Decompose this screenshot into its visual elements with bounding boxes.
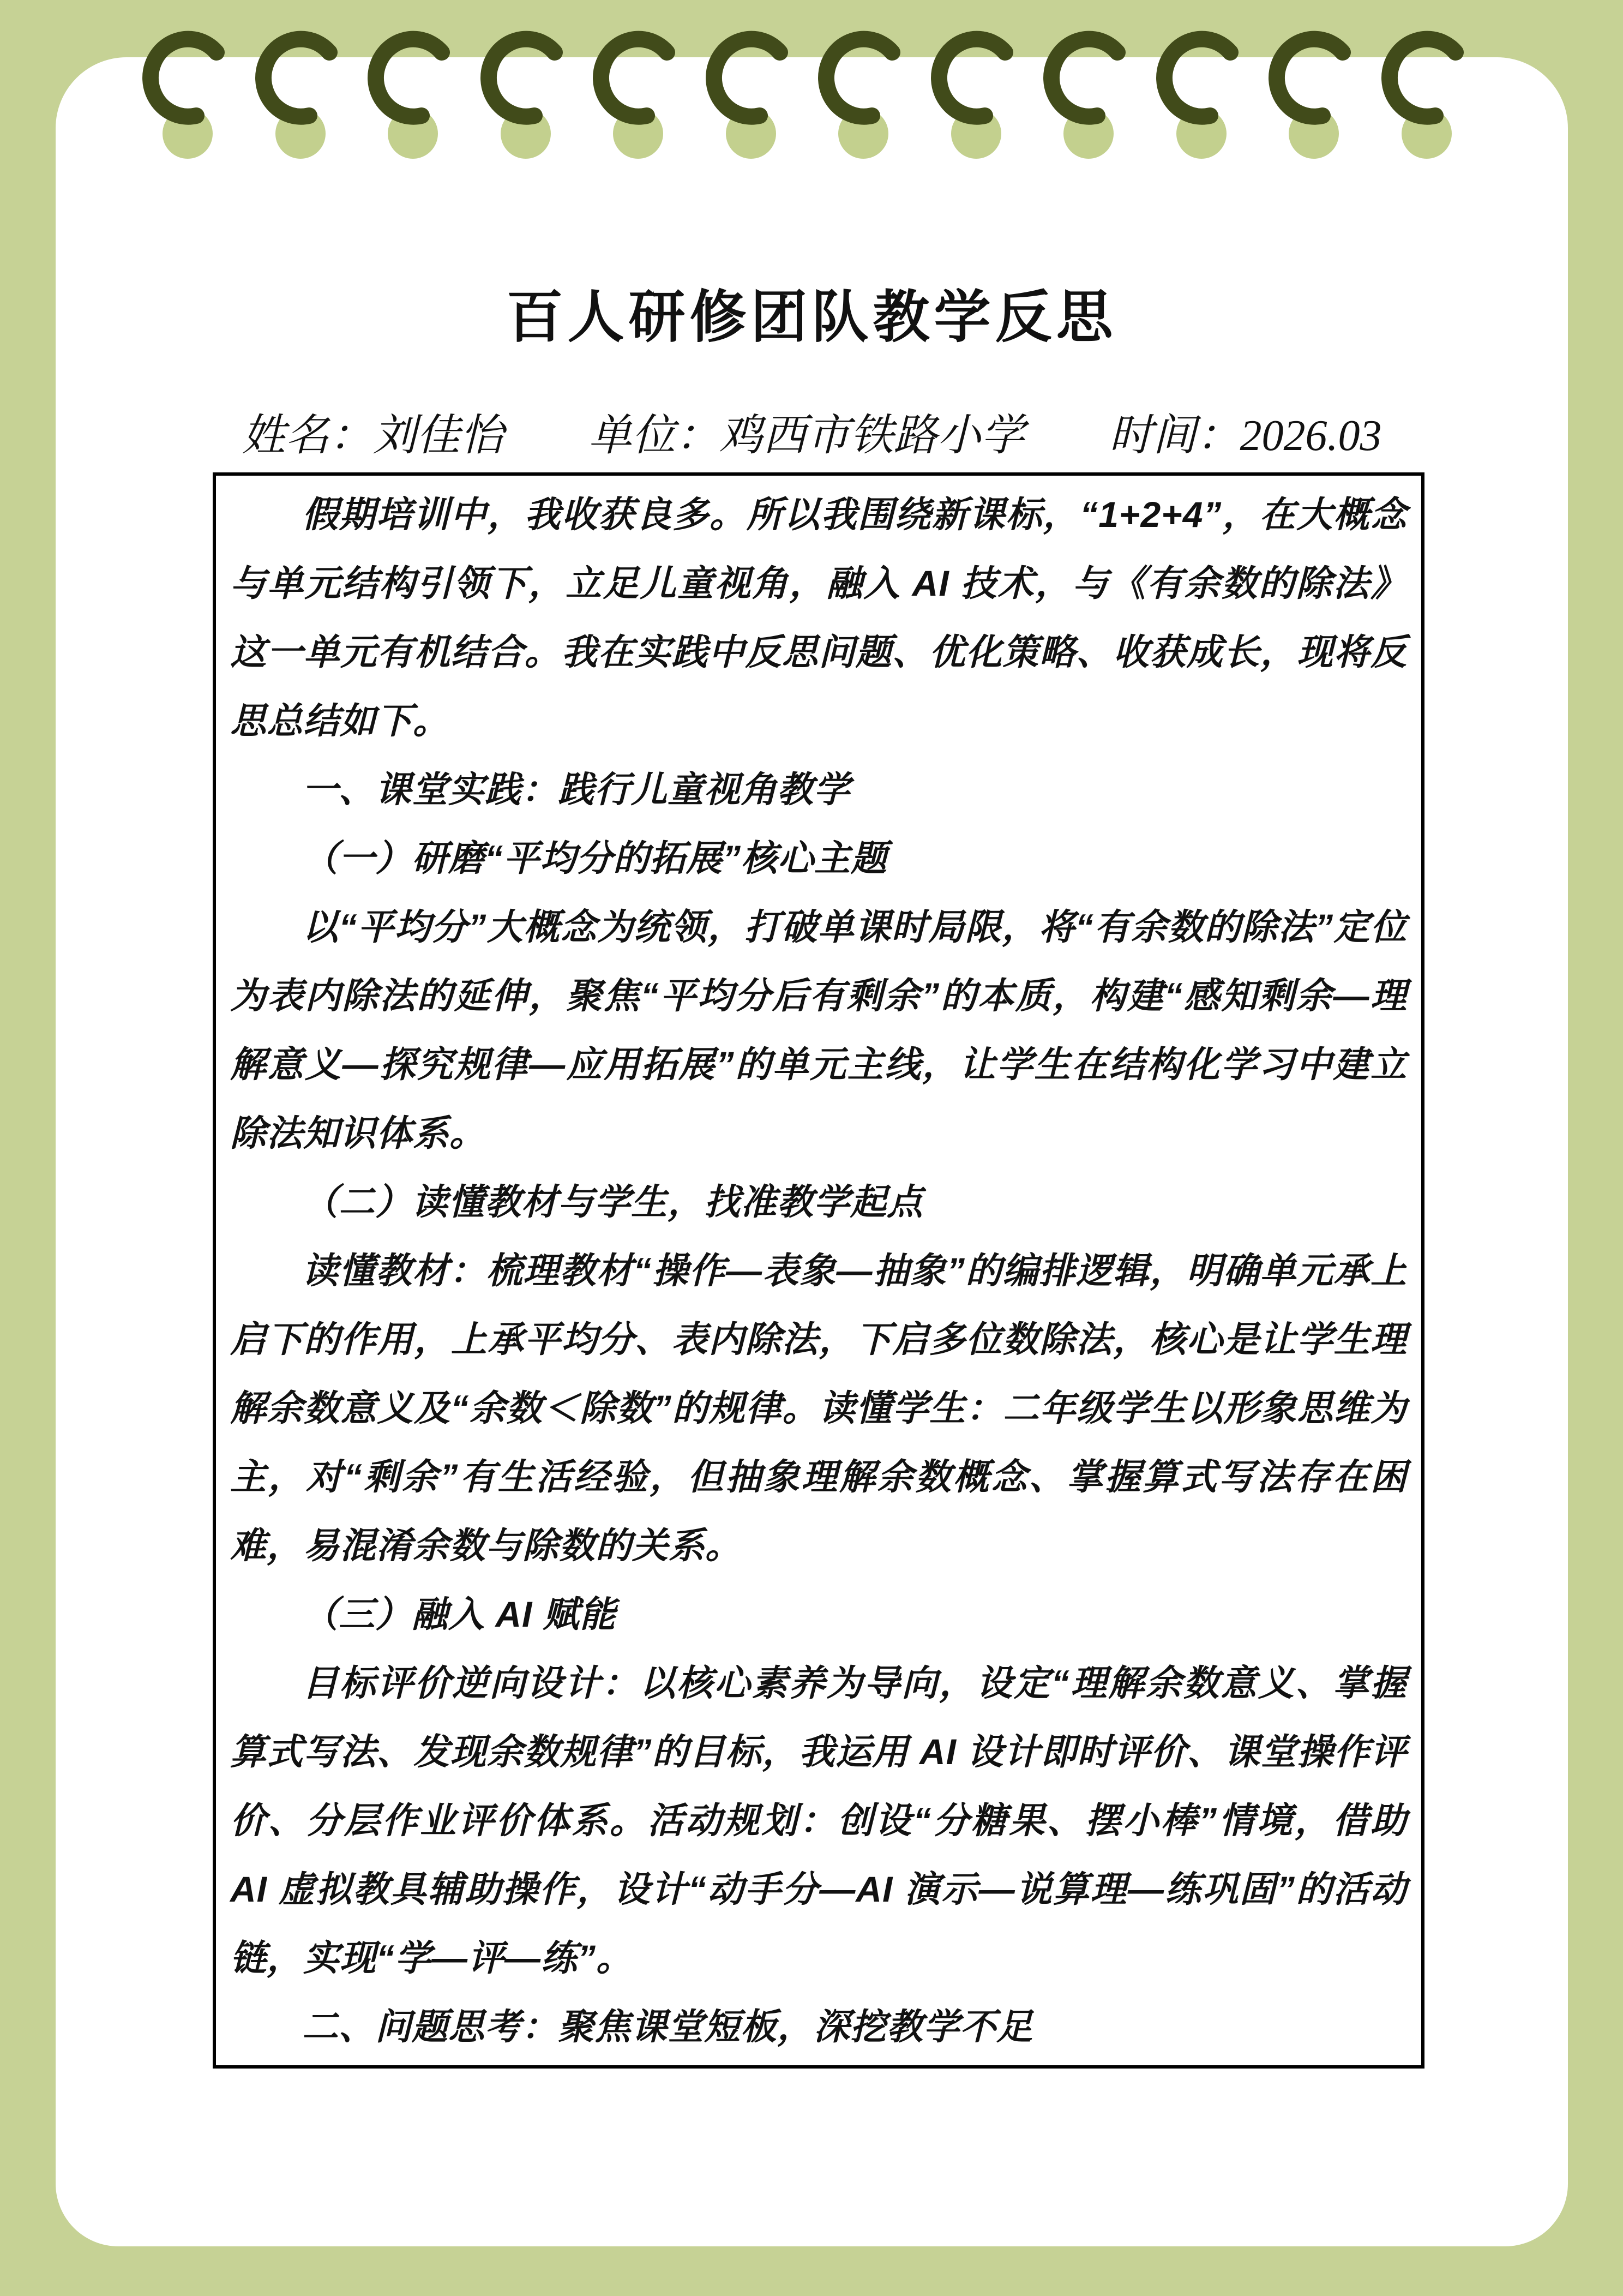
spiral-ring-icon [255, 27, 348, 191]
spiral-ring-icon [1269, 27, 1361, 191]
spiral-ring-icon [142, 27, 235, 191]
spiral-ring-icon [818, 27, 911, 191]
spiral-ring-icon [368, 27, 460, 191]
page-title: 百人研修团队教学反思 [506, 286, 1117, 349]
body-paragraph: （一）研磨“平均分的拓展”核心主题 [302, 838, 887, 878]
body-paragraph: （三）融入 AI 赋能 [302, 1594, 616, 1634]
unit-label: 单位： [588, 412, 719, 460]
reflection-text-box [213, 472, 1424, 2069]
meta-row [56, 400, 1568, 463]
spiral-binding [0, 27, 1623, 191]
time-value: 2026.03 [1240, 412, 1382, 460]
notebook-page [56, 57, 1568, 2246]
body-paragraph: 以“平均分”大概念为统领，打破单课时局限，将“有余数的除法”定位为表内除法的延伸，聚焦“平均分后有剩余”的本质，构建“感知剩余—理解意义—探究规律—应用拓展”的单元主线，让学生在结构化学习中建立除法知识体系。 [230, 907, 1407, 1153]
spiral-ring-icon [1381, 27, 1474, 191]
time-field [1109, 400, 1382, 463]
spiral-ring-icon [931, 27, 1024, 191]
time-label: 时间： [1109, 412, 1240, 460]
unit-field [588, 400, 1025, 463]
body-paragraph: 读懂教材：梳理教材“操作—表象—抽象”的编排逻辑，明确单元承上启下的作用，上承平均分、表内除法，下启多位数除法，核心是让学生理解余数意义及“余数＜除数”的规律。读懂学生：二年级学生以形象思维为主，对“剩余”有生活经验，但抽象理解余数概念、掌握算式写法存在困难，易混淆余数与除数的关系。 [230, 1250, 1407, 1566]
body-paragraph: 一、课堂实践：践行儿童视角教学 [302, 769, 850, 810]
body-paragraph: （二）读懂教材与学生，找准教学起点 [302, 1182, 923, 1222]
spiral-ring-icon [706, 27, 798, 191]
spiral-ring-icon [1156, 27, 1249, 191]
name-field [242, 400, 504, 463]
spiral-ring-icon [480, 27, 573, 191]
body-paragraph: 二、问题思考：聚焦课堂短板，深挖教学不足 [302, 2006, 1033, 2047]
spiral-ring-icon [1043, 27, 1136, 191]
spiral-ring-icon [593, 27, 686, 191]
body-paragraph: 目标评价逆向设计：以核心素养为导向，设定“理解余数意义、掌握算式写法、发现余数规律”的目标，我运用 AI 设计即时评价、课堂操作评价、分层作业评价体系。活动规划：创设“分糖果、摆小棒”情境，借助 AI 虚拟教具辅助操作，设计“动手分—AI 演示—说算理—练巩固”的活动链，实现“学—评—练”。 [230, 1663, 1407, 1978]
name-label: 姓名： [242, 412, 373, 460]
name-value: 刘佳怡 [372, 412, 504, 460]
body-paragraph: 假期培训中，我收获良多。所以我围绕新课标，“1+2+4”，在大概念与单元结构引领下，立足儿童视角，融入 AI 技术，与《有余数的除法》这一单元有机结合。我在实践中反思问题、优化策略、收获成长，现将反思总结如下。 [230, 494, 1407, 741]
unit-value: 鸡西市铁路小学 [719, 412, 1025, 460]
